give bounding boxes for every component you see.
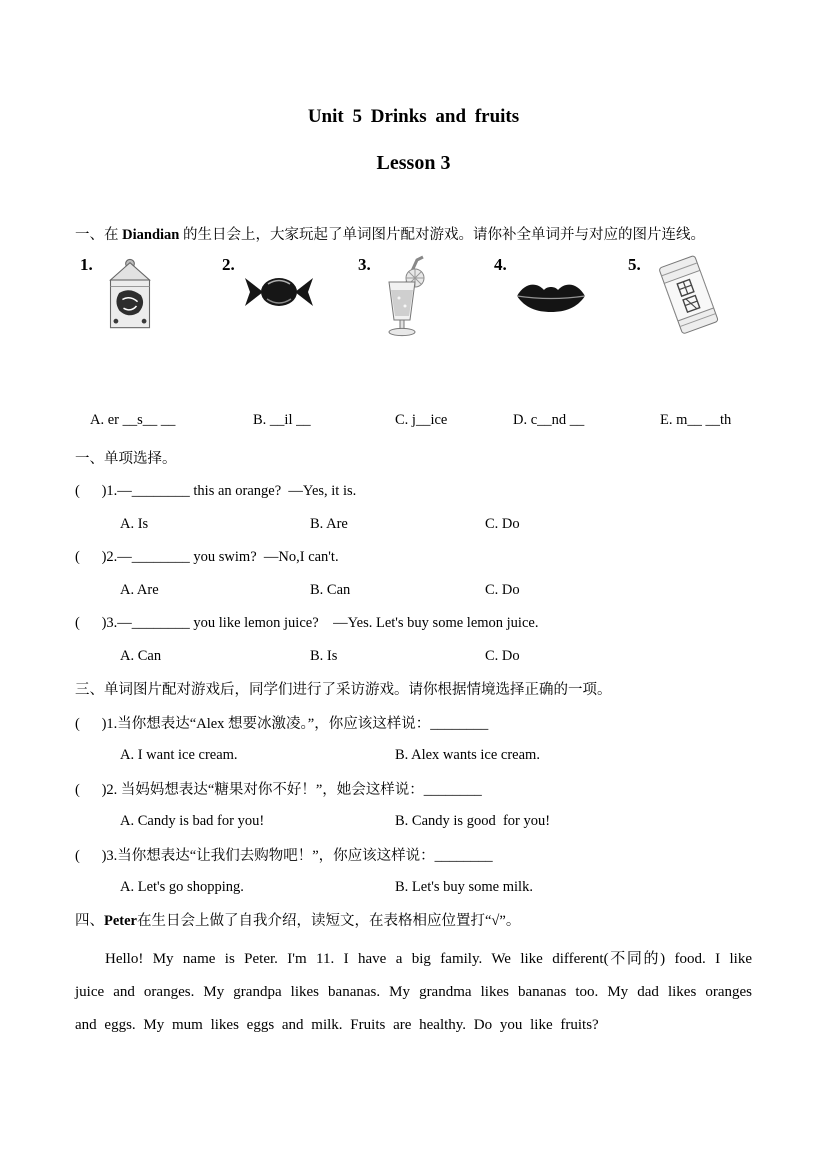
- option-a: A. I want ice cream.: [120, 747, 238, 763]
- situation-question-1: ( )1.当你想表达“Alex 想要冰激凌。”，你应该这样说：________: [75, 716, 489, 732]
- option-c: C. Do: [485, 516, 520, 532]
- situation-question-2: ( )2. 当妈妈想表达“糖果对你不好！”，她会这样说：________: [75, 782, 482, 798]
- mcq-question-3-options: [75, 640, 752, 673]
- option-c: C. Do: [485, 648, 520, 664]
- option-b: B. Can: [310, 582, 351, 598]
- section1-heading-suffix: 的生日会上，大家玩起了单词图片配对游戏。请你补全单词并与对应的图片连线。: [179, 227, 705, 243]
- section3-heading: 三、单词图片配对游戏后，同学们进行了采访游戏。请你根据情境选择正确的一项。: [75, 681, 612, 698]
- situation-question-2-options: [75, 805, 752, 838]
- option-a: A. Is: [120, 516, 149, 532]
- option-b: B. Are: [310, 516, 348, 532]
- mcq-question-1: ( )1.—________ this an orange? —Yes, it is.: [75, 483, 357, 499]
- matching-word-options: [75, 410, 752, 430]
- word-option-b: B. __il __: [253, 412, 311, 428]
- match-item-number: 5.: [628, 255, 641, 274]
- option-b: B. Candy is good for you!: [395, 813, 551, 829]
- word-option-c: C. j__ice: [395, 412, 448, 428]
- eraser-image: [645, 254, 731, 343]
- reading-passage: Hello! My name is Peter. I'm 11. I have a big family. We like different(不同的) food. I like juice and oranges. My grandpa likes bananas. My grandma likes bananas too. My dad likes oranges and eggs. My mum likes eggs and milk. Fruits are healthy. Do you like fruits?: [75, 951, 752, 1033]
- mcq-question-2: ( )2.—________ you swim? —No,I can't.: [75, 549, 339, 565]
- page-title: Unit 5 Drinks and fruits: [307, 106, 520, 127]
- option-b: B. Is: [310, 648, 338, 664]
- option-a: A. Can: [120, 648, 162, 664]
- section4-heading-suffix: 在生日会上做了自我介绍，读短文，在表格相应位置打“√”。: [137, 912, 521, 929]
- word-option-a: A. er __s__ __: [90, 412, 176, 428]
- section4-heading-prefix: 四、: [75, 912, 104, 929]
- section1-heading: [75, 224, 752, 246]
- match-item-number: 4.: [494, 255, 507, 274]
- option-b: B. Alex wants ice cream.: [395, 747, 540, 763]
- section4-heading-name: Peter: [104, 912, 137, 929]
- match-item-2: [222, 254, 358, 342]
- option-a: A. Candy is bad for you!: [120, 813, 265, 829]
- section1-heading-name: Diandian: [122, 227, 180, 243]
- match-item-number: 1.: [80, 255, 93, 274]
- match-item-4: [494, 254, 628, 342]
- option-a: A. Are: [120, 582, 159, 598]
- word-option-d: D. c__nd __: [513, 412, 585, 428]
- option-b: B. Let's buy some milk.: [395, 879, 533, 895]
- match-item-number: 2.: [222, 255, 235, 274]
- lips-image: [511, 254, 591, 321]
- juice-glass-image: [375, 254, 429, 343]
- word-option-e: E. m__ __th: [660, 412, 732, 428]
- section4-heading: [75, 904, 752, 937]
- matching-images-row: [75, 254, 752, 342]
- mcq-question-3: ( )3.—________ you like lemon juice? —Yes. Let's buy some lemon juice.: [75, 615, 539, 631]
- option-a: A. Let's go shopping.: [120, 879, 244, 895]
- situation-question-1-options: [75, 739, 752, 772]
- situation-question-3-options: [75, 871, 752, 904]
- situation-question-3: ( )3.当你想表达“让我们去购物吧！”，你应该这样说：________: [75, 848, 493, 864]
- option-c: C. Do: [485, 582, 520, 598]
- match-item-number: 3.: [358, 255, 371, 274]
- mcq-question-1-options: [75, 508, 752, 541]
- match-item-1: [80, 254, 222, 342]
- candy-image: [239, 254, 319, 321]
- section1-heading-prefix: 一、在: [75, 227, 123, 243]
- match-item-5: [628, 254, 731, 342]
- milk-carton-image: [97, 254, 163, 337]
- match-item-3: [358, 254, 494, 342]
- section2-heading: 一、单项选择。: [75, 450, 177, 467]
- mcq-question-2-options: [75, 574, 752, 607]
- page-subtitle: Lesson 3: [376, 152, 451, 174]
